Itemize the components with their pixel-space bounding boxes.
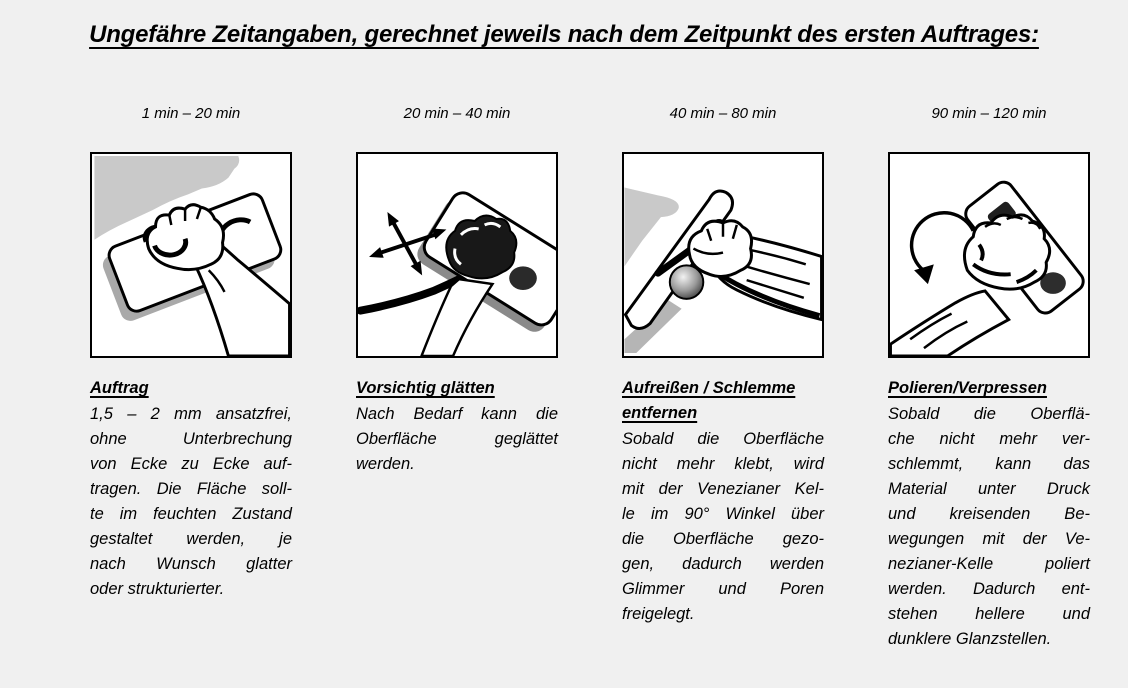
- body-text-line: von Ecke zu Ecke auf-: [90, 455, 292, 473]
- step-heading: Vorsichtig glätten: [356, 379, 495, 397]
- body-text-line: freigelegt.: [622, 605, 695, 623]
- body-text-line: stehen hellere und: [888, 605, 1090, 623]
- body-text-line: mit der Venezianer Kel-: [622, 480, 824, 498]
- body-text-line: ohne Unterbrechung: [90, 430, 292, 448]
- time-range-label: 1 min – 20 min: [141, 105, 241, 122]
- body-text-line: oder strukturierter.: [90, 580, 225, 598]
- step-body: [622, 427, 824, 627]
- body-text-line: le im 90° Winkel über: [622, 505, 824, 523]
- body-text-line: dunklere Glanzstellen.: [888, 630, 1052, 648]
- body-text-line: gestaltet werden, je: [90, 530, 292, 548]
- page-title-text: Ungefähre Zeitangaben, gerechnet jeweils nach dem Zeitpunkt des ersten Auftrages:: [89, 21, 1039, 48]
- body-text-line: nach Wunsch glatter: [90, 555, 292, 573]
- body-text-line: die Oberfläche gezo-: [622, 530, 824, 548]
- body-text-line: und kreisenden Be-: [888, 505, 1090, 523]
- body-text-line: Sobald die Oberfläche: [622, 430, 824, 448]
- body-text-line: schlemmt, kann das: [888, 455, 1090, 473]
- step-heading: Polieren/Verpressen: [888, 379, 1047, 397]
- body-text-line: te im feuchten Zustand: [90, 505, 292, 523]
- step-text: [888, 376, 1090, 652]
- body-text-line: Glimmer und Poren: [622, 580, 824, 598]
- step-column-auftrag: [90, 96, 292, 652]
- body-text-line: 1,5 – 2 mm ansatzfrei,: [90, 405, 292, 423]
- body-text-line: che nicht mehr ver-: [888, 430, 1090, 448]
- smooth-surface-illustration: [358, 154, 556, 356]
- step-column-aufreissen: [622, 96, 824, 652]
- step-body: [90, 402, 292, 602]
- polish-illustration: [890, 154, 1088, 356]
- step-body: [888, 402, 1090, 652]
- body-text-line: Oberfläche geglättet: [356, 430, 558, 448]
- page-title: [0, 21, 1128, 49]
- steps-grid: [90, 96, 1090, 652]
- step-heading: Auftrag: [90, 379, 149, 397]
- forearm: [890, 291, 1008, 356]
- apply-plaster-illustration: [92, 154, 290, 356]
- step-text: [622, 376, 824, 627]
- figure-frame: [356, 152, 558, 358]
- fist: [446, 216, 516, 279]
- body-text-line: nezianer-Kelle poliert: [888, 555, 1090, 573]
- time-range-label: 40 min – 80 min: [669, 105, 777, 122]
- body-text-line: Material unter Druck: [888, 480, 1090, 498]
- body-text-line: nicht mehr klebt, wird: [622, 455, 824, 473]
- step-heading: Aufreißen / Schlemme entfernen: [622, 379, 796, 422]
- figure-frame: [622, 152, 824, 358]
- step-body: [356, 402, 558, 477]
- figure-frame: [90, 152, 292, 358]
- body-text-line: gen, dadurch werden: [622, 555, 824, 573]
- body-text-line: tragen. Die Fläche soll-: [90, 480, 292, 498]
- body-text-line: wegungen mit der Ve-: [888, 530, 1090, 548]
- step-text: [356, 376, 558, 477]
- handle-knob: [509, 266, 537, 290]
- body-text-line: werden. Dadurch ent-: [888, 580, 1090, 598]
- step-column-polieren: [888, 96, 1090, 652]
- step-text: [90, 376, 292, 602]
- body-text-line: Sobald die Oberflä-: [888, 405, 1090, 423]
- time-range-label: 90 min – 120 min: [931, 105, 1047, 122]
- time-range-label: 20 min – 40 min: [403, 105, 511, 122]
- step-column-glaetten: [356, 96, 558, 652]
- figure-frame: [888, 152, 1090, 358]
- body-text-line: Nach Bedarf kann die: [356, 405, 558, 423]
- body-text-line: werden.: [356, 455, 415, 473]
- tear-off-illustration: [624, 154, 822, 356]
